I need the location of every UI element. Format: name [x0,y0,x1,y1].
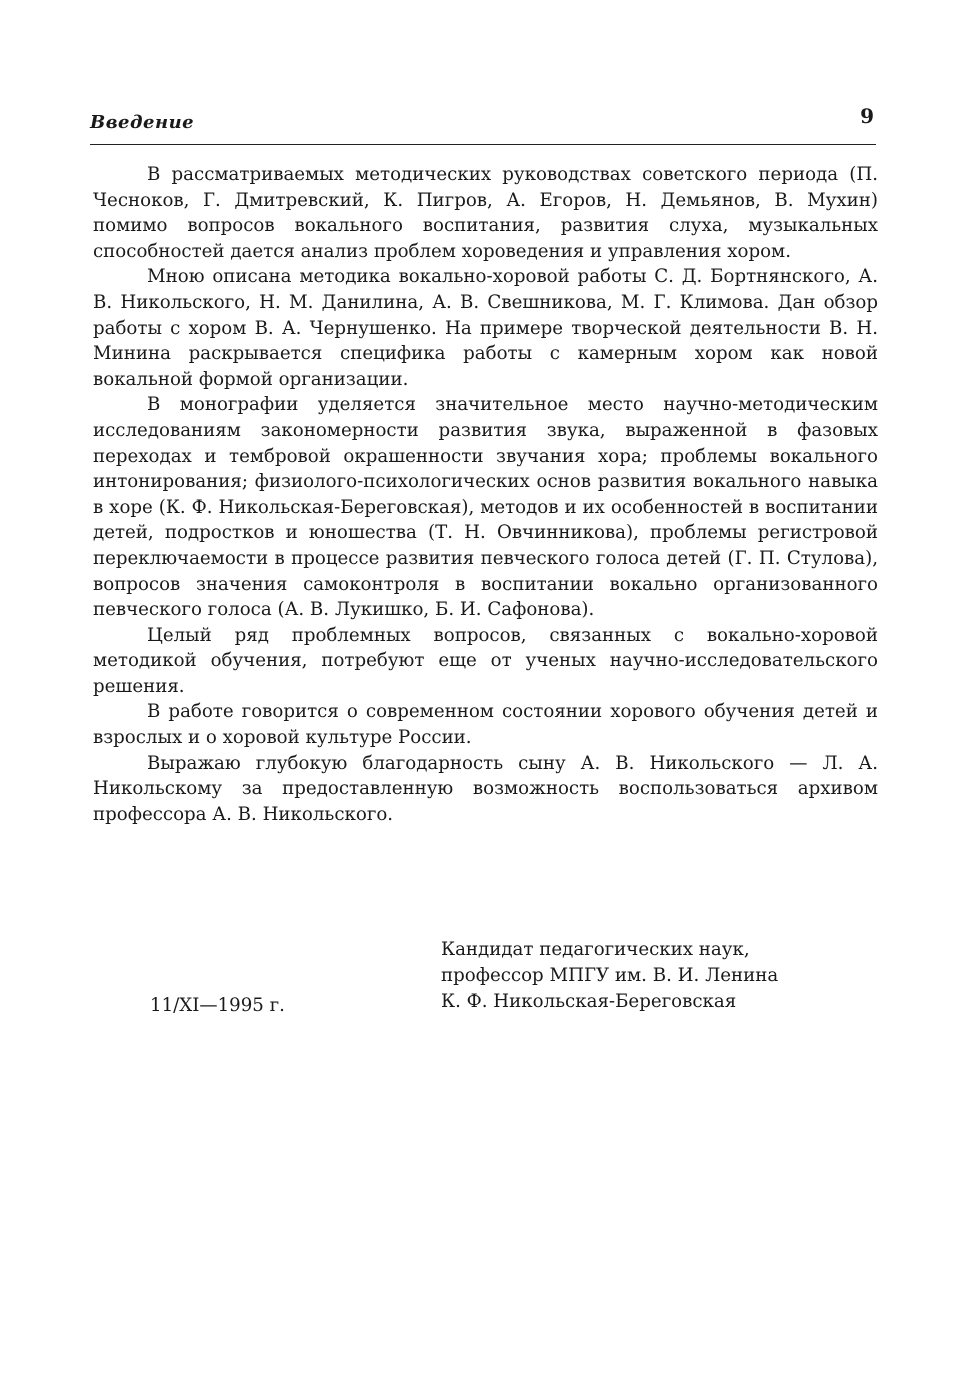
paragraph-modern-state: В работе говорится о современном состоянии хорового обучения детей и взрослых и о хоровой культуре России. [93,701,878,749]
page-number: 9 [860,104,874,128]
author-position: профессор МПГУ им. В. И. Ленина [441,965,779,986]
author-signature-block [441,937,881,1015]
body-text [93,162,878,827]
author-degree: Кандидат педагогических наук, [441,939,750,960]
header-rule [90,144,876,145]
paragraph-open-questions: Целый ряд проблемных вопросов, связанных с вокально-хоровой методикой обучения, потребуют еще от ученых научно-исследовательского решения. [93,624,878,697]
paragraph-acknowledgement: Выражаю глубокую благодарность сыну А. В. Никольского — Л. А. Никольскому за предоставленную возможность воспользоваться архивом профессора А. В. Никольского. [93,752,878,825]
paragraph-monograph-research: В монографии уделяется значительное место научно-методическим исследованиям закономерности развития звука, выраженной в фазовых переходах и тембровой окрашенности звучания хора; проблемы вокального интонирования; физиолого-психологических основ развития вокального навыка в хоре (К. Ф. Никольская-Береговская), методов и их особенностей в воспитании детей, подростков и юношества (Т. Н. Овчинникова), проблемы регистровой переключаемости в процессе развития певческого голоса детей (Г. П. Стулова), вопросов значения самоконтроля в воспитании вокально организованного певческого голоса (А. В. Лукишко, Б. И. Сафонова). [93,394,878,621]
paragraph-described-methods: Мною описана методика вокально-хоровой работы С. Д. Бортнянского, А. В. Никольского, Н. М. Данилина, А. В. Свешникова, М. Г. Климова. Дан обзор работы с хором В. А. Чернушенко. На примере творческой деятельности В. Н. Минина раскрывается специфика работы с камерным хором как новой вокальной формой организации. [93,266,878,390]
paragraph-methodical-guides: В рассматриваемых методических руководствах советского периода (П. Чесноков, Г. Дмитревский, К. Пигров, А. Егоров, Н. Демьянов, В. Мухин) помимо вопросов вокального воспитания, развития слуха, музыкальных способностей дается анализ проблем хороведения и управления хором. [93,164,878,262]
section-title: Введение [90,112,195,133]
date: 11/XI—1995 г. [150,995,285,1016]
running-head [90,104,876,140]
author-name: К. Ф. Никольская-Береговская [441,991,737,1012]
